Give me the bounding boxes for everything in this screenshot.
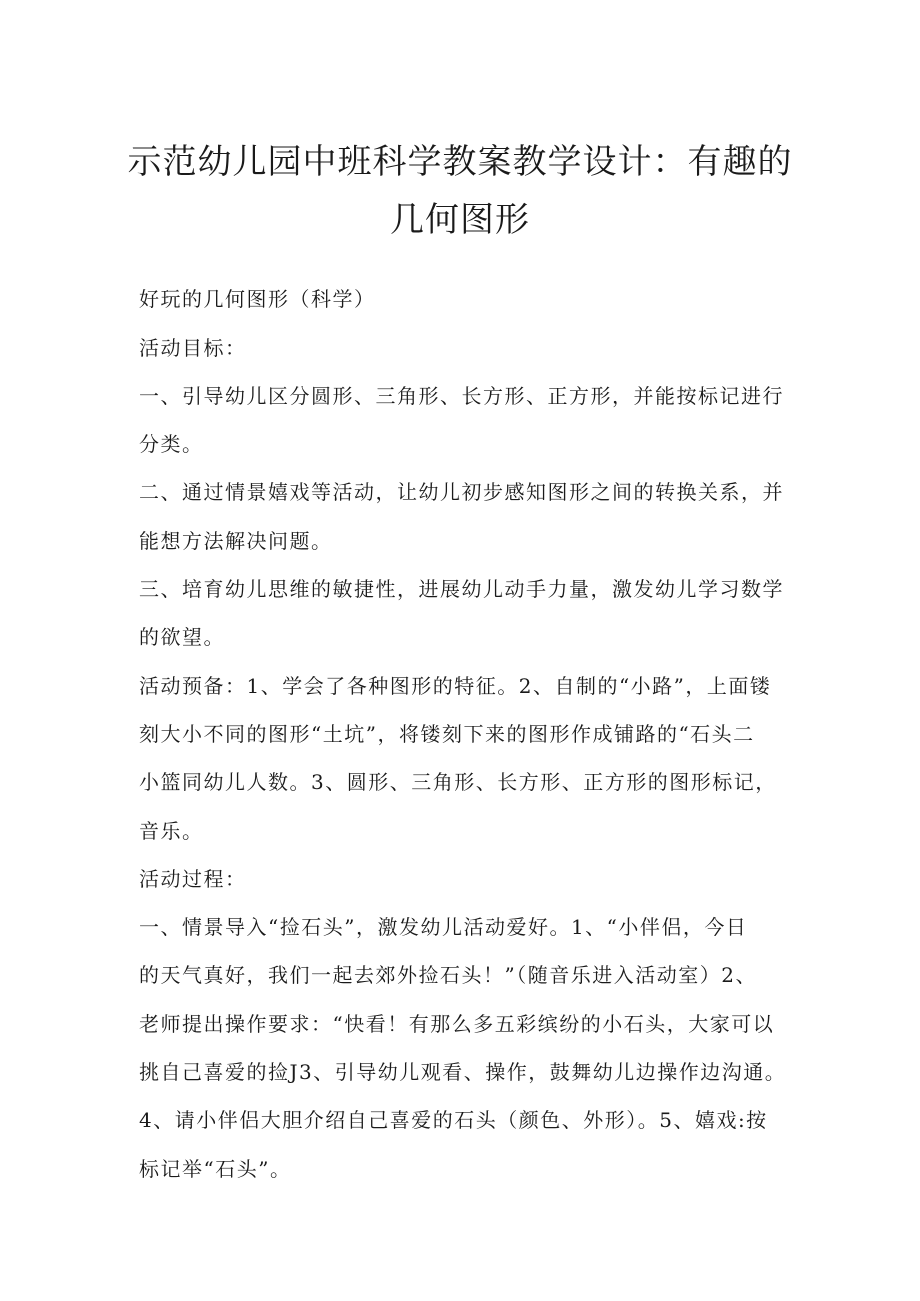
- section-heading: 活动目标：: [139, 336, 247, 360]
- paragraph-line: 标记举“石头”。: [139, 1157, 292, 1181]
- paragraph-line: 分类。: [139, 432, 204, 456]
- paragraph-line: 挑自己喜爱的捡J3、引导幼儿观看、操作，鼓舞幼儿边操作边沟通。: [139, 1060, 787, 1084]
- paragraph-line: 音乐。: [139, 819, 204, 843]
- paragraph-line: 一、情景导入“捡石头”，激发幼儿活动爱好。1、“小伴侣，今日: [139, 915, 748, 939]
- paragraph-line: 一、引导幼儿区分圆形、三角形、长方形、正方形，并能按标记进行: [139, 384, 784, 408]
- section-heading: 好玩的几何图形（科学）: [139, 287, 376, 311]
- paragraph-line: 刻大小不同的图形“土坑”，将镂刻下来的图形作成铺路的“石头二: [139, 722, 755, 746]
- paragraph-line: 能想方法解决问题。: [139, 529, 333, 553]
- paragraph-line: 老师提出操作要求：“快看！有那么多五彩缤纷的小石头，大家可以: [139, 1012, 775, 1036]
- section-heading: 活动过程：: [139, 867, 247, 891]
- paragraph-line: 小篮同幼儿人数。3、圆形、三角形、长方形、正方形的图形标记，: [139, 770, 777, 794]
- paragraph-line: 二、通过情景嬉戏等活动，让幼儿初步感知图形之间的转换关系，并: [139, 480, 784, 504]
- paragraph-line: 活动预备：1、学会了各种图形的特征。2、自制的“小路”，上面镂: [139, 674, 772, 698]
- paragraph-line: 三、培育幼儿思维的敏捷性，进展幼儿动手力量，激发幼儿学习数学: [139, 577, 784, 601]
- document-title-line-1: 示范幼儿园中班科学教案教学设计：有趣的: [127, 142, 793, 182]
- document-title-line-2: 几何图形: [390, 200, 530, 240]
- paragraph-line: 的欲望。: [139, 625, 225, 649]
- paragraph-line: 的天气真好，我们一起去郊外捡石头！”（随音乐进入活动室）2、: [139, 963, 757, 987]
- paragraph-line: 4、请小伴侣大胆介绍自己喜爱的石头（颜色、外形）。5、嬉戏:按: [139, 1108, 768, 1132]
